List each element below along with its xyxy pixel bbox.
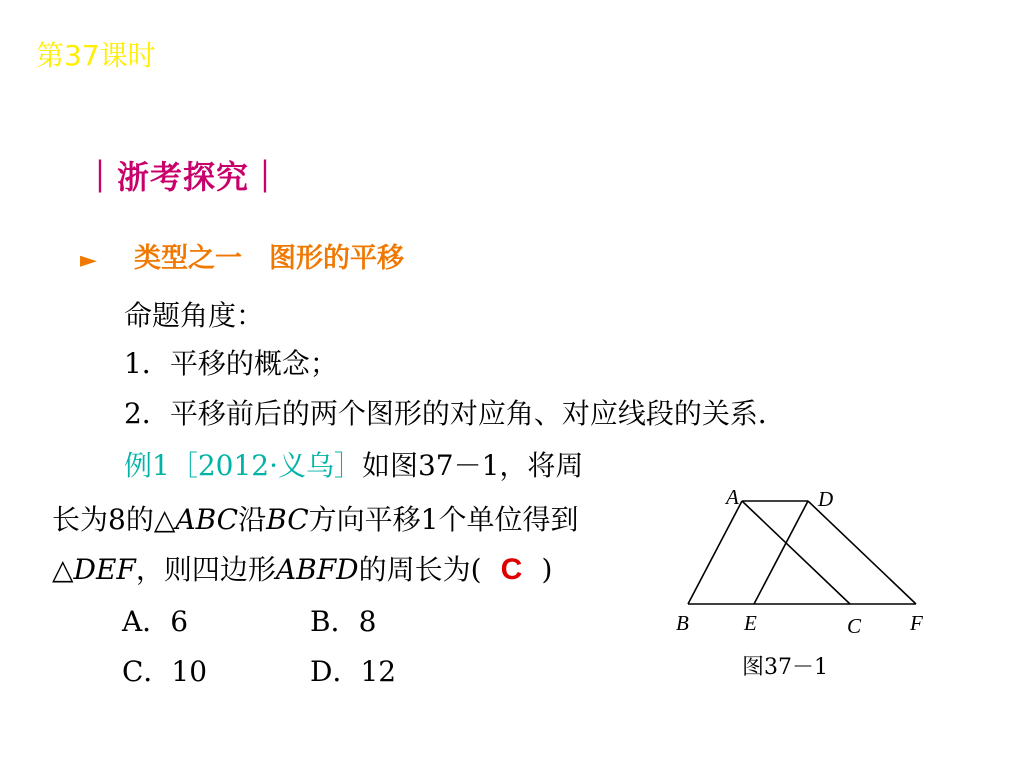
answer-mark: C [500, 553, 523, 586]
choice-c: C．10 [122, 655, 208, 688]
choice-d: D．12 [310, 655, 397, 688]
text-segment: 长为8的△ [52, 503, 176, 536]
choice-a: A．6 [122, 605, 189, 638]
figure-caption: 图37－1 [742, 655, 828, 680]
type-title: 类型之一 图形的平移 [134, 243, 404, 274]
point-label-c: C [847, 614, 862, 638]
text-segment: 方向平移1个单位得到 [308, 503, 579, 536]
point-label-e: E [744, 611, 757, 635]
play-triangle-icon: ► [80, 248, 97, 273]
quad-name-abfd: ABFD [275, 553, 359, 586]
text-segment: ，则四边形 [135, 553, 276, 586]
point-label-a: A [726, 485, 739, 509]
segment-name-bc: BC [266, 503, 309, 536]
proposition-item-1: 1．平移的概念； [124, 347, 338, 380]
segment-de [754, 501, 808, 604]
triangle-name-def: DEF [73, 553, 136, 586]
point-label-b: B [676, 611, 689, 635]
segment-df [808, 501, 916, 604]
segment-ab [688, 501, 742, 604]
choice-b: B．8 [310, 605, 377, 638]
triangle-symbol: △ [52, 553, 74, 586]
example-label: 例1［2012·义乌］ [124, 449, 362, 482]
section-title: ｜浙考探究｜ [84, 158, 283, 196]
point-label-f: F [910, 611, 923, 635]
proposition-item-2: 2．平移前后的两个图形的对应角、对应线段的关系． [124, 397, 786, 430]
text-segment: 的周长为( [358, 553, 482, 586]
segment-ac [742, 501, 850, 604]
text-segment: ) [541, 553, 553, 586]
point-label-d: D [818, 487, 834, 511]
lesson-label: 第37课时 [36, 39, 156, 72]
triangle-name-abc: ABC [175, 503, 239, 536]
example-text-1: 如图37－1，将周 [361, 449, 584, 482]
proposition-heading: 命题角度： [124, 299, 265, 332]
text-segment: 沿 [238, 503, 267, 536]
